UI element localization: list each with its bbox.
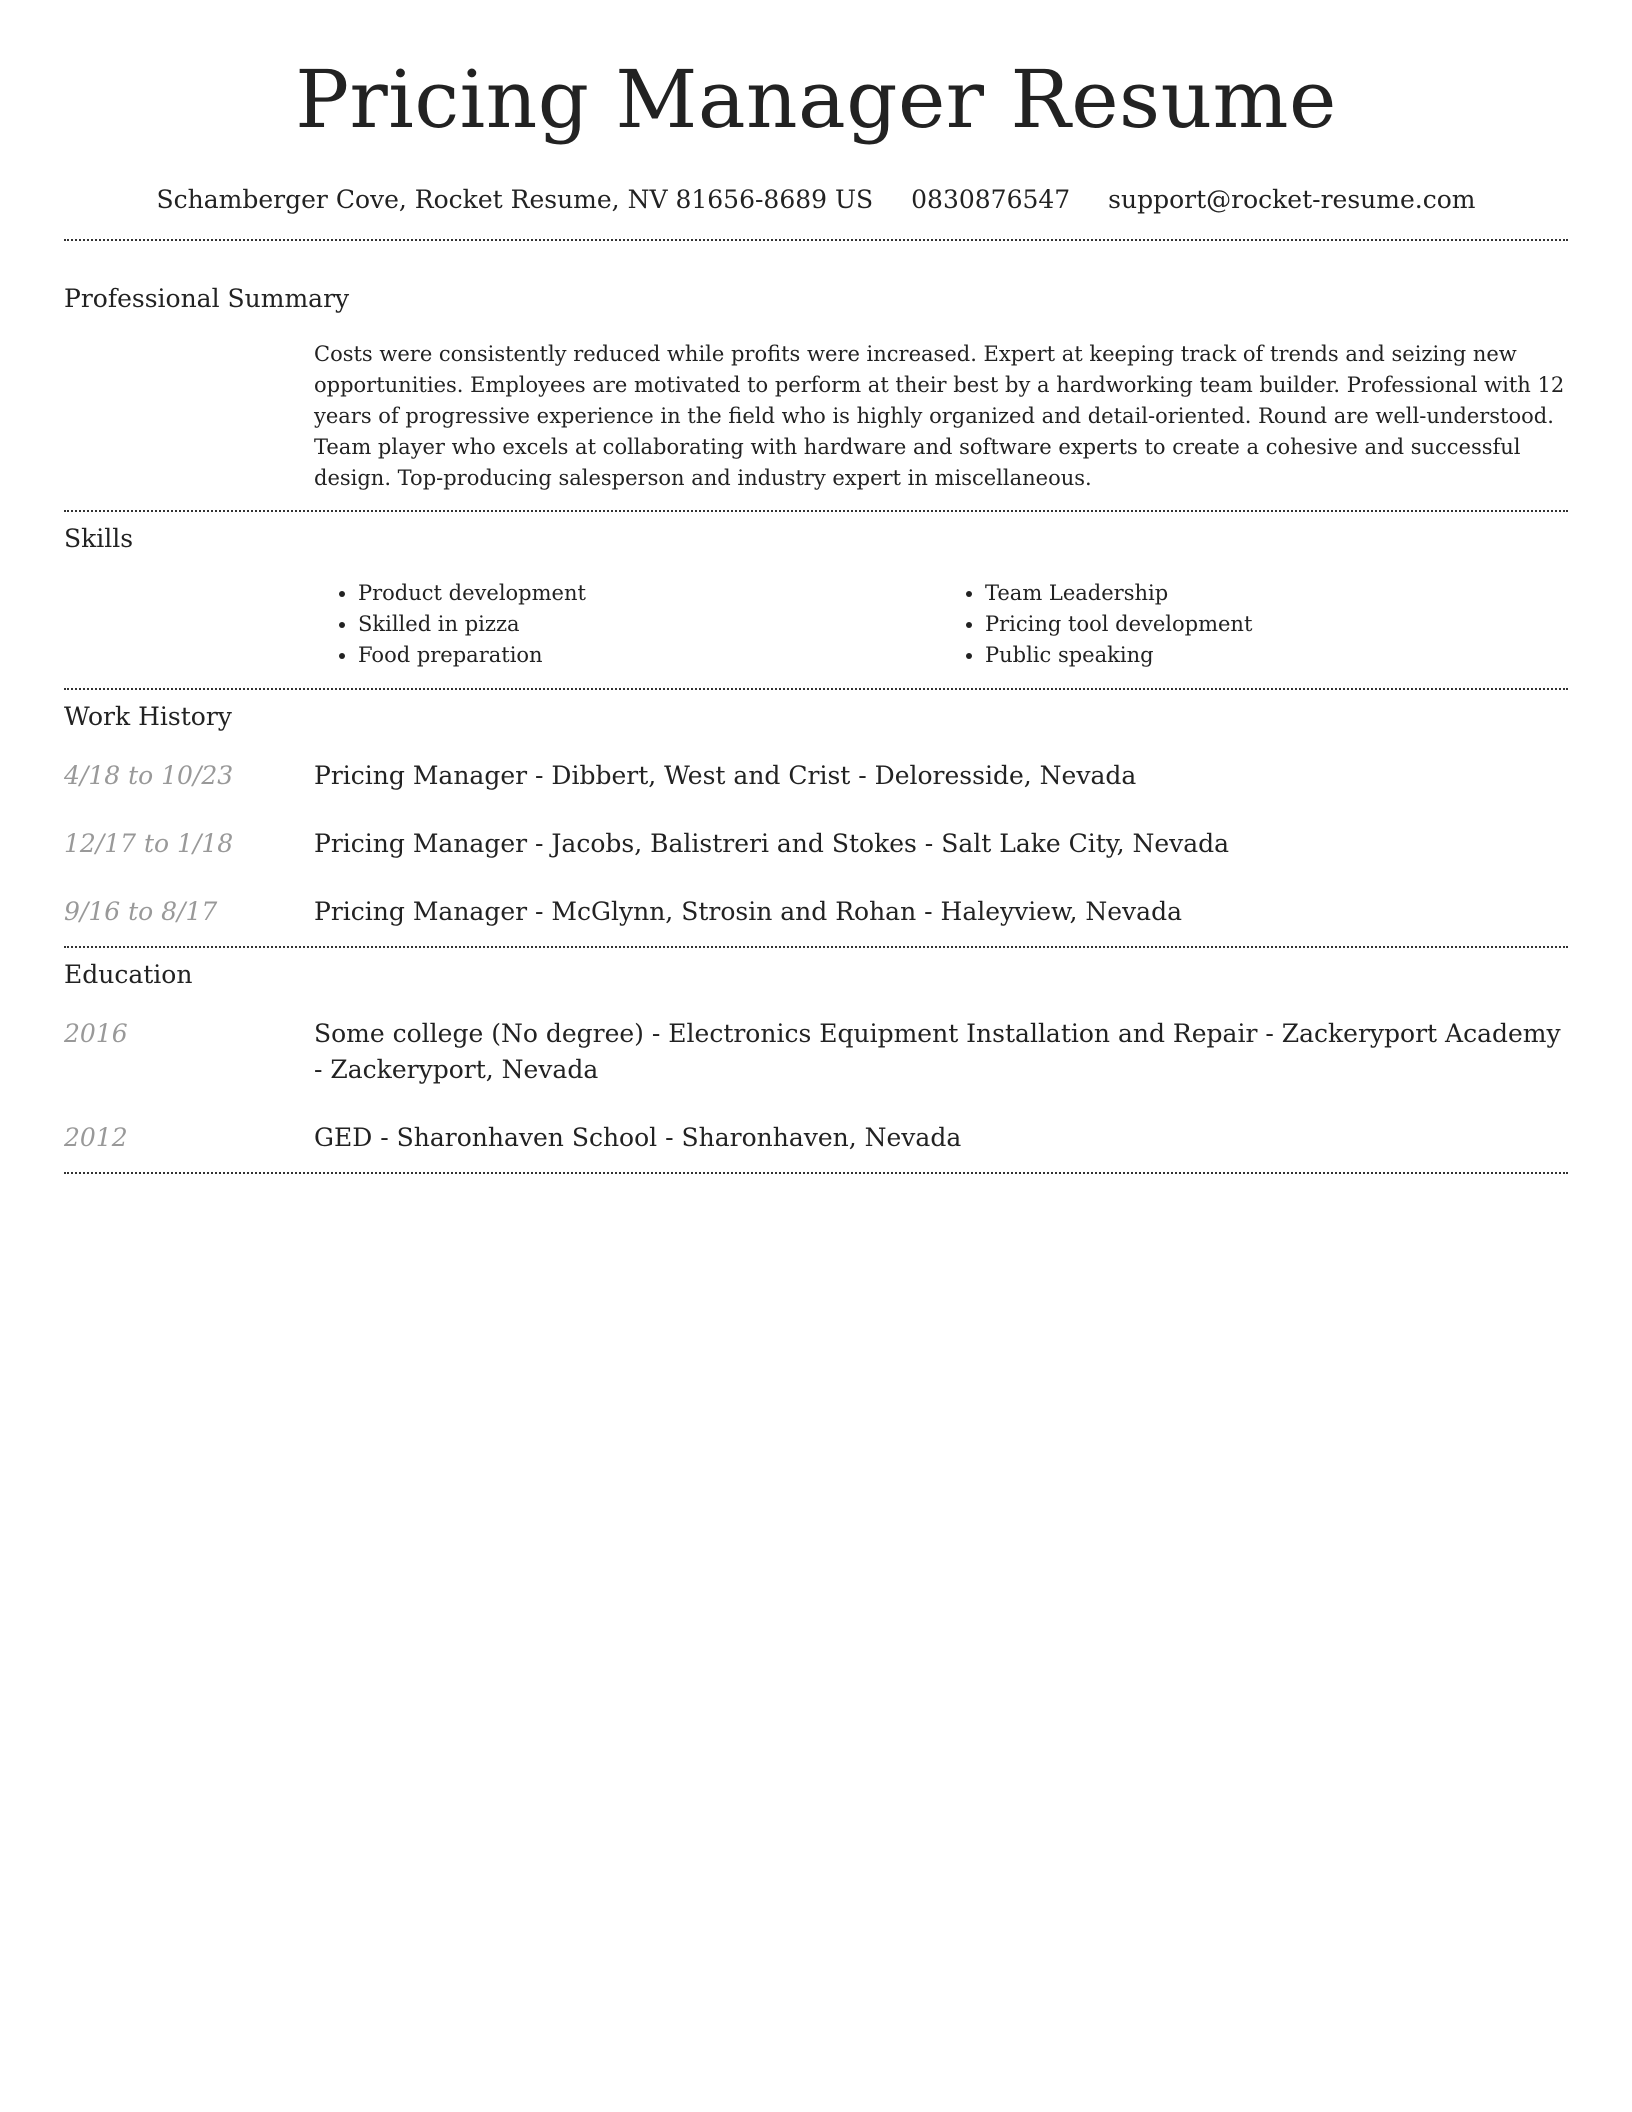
education-date: 2012 [64, 1123, 128, 1152]
skill-item: • Pricing tool development [985, 609, 1568, 640]
skills-list [314, 578, 1568, 671]
skills-column-left [314, 578, 941, 671]
work-description: Pricing Manager - Jacobs, Balistreri and Stokes - Salt Lake City, Nevada [314, 829, 1230, 858]
resume-title: Pricing Manager Resume [295, 53, 1337, 146]
work-entry [64, 894, 1568, 930]
contact-line [64, 182, 1568, 218]
education-entry [64, 1120, 1568, 1156]
work-description: Pricing Manager - Dibbert, West and Crist - Deloresside, Nevada [314, 761, 1137, 790]
divider [64, 1172, 1568, 1174]
work-entry [64, 826, 1568, 862]
skills-column-right [941, 578, 1568, 671]
section-title-skills: Skills [64, 524, 134, 553]
work-description: Pricing Manager - McGlynn, Strosin and Rohan - Haleyview, Nevada [314, 897, 1182, 926]
education-description: Some college (No degree) - Electronics Equipment Installation and Repair - Zackeryport Academy - Zackeryport, Nevada [314, 1019, 1561, 1084]
skill-item: • Skilled in pizza [358, 609, 941, 640]
education-date: 2016 [64, 1019, 128, 1048]
work-date: 9/16 to 8/17 [64, 897, 218, 926]
skill-item: • Public speaking [985, 640, 1568, 671]
skill-item: • Product development [358, 578, 941, 609]
contact-email: support@rocket-resume.com [1108, 185, 1476, 214]
divider [64, 946, 1568, 948]
section-title-work-history: Work History [64, 702, 232, 731]
summary-text: Costs were consistently reduced while profits were increased. Expert at keeping track of trends and seizing new opportunities. Employees are motivated to perform at their best by a hardworking team builder. Professional with 12 years of progressive experience in the field who is highly organized and detail-oriented. Round are well-understood. Team player who excels at collaborating with hardware and software experts to create a cohesive and successful design. Top-producing salesperson and industry expert in miscellaneous. [314, 342, 1565, 490]
work-date: 4/18 to 10/23 [64, 761, 234, 790]
contact-address: Schamberger Cove, Rocket Resume, NV 81656-8689 US [156, 185, 874, 214]
skill-item: • Team Leadership [985, 578, 1568, 609]
divider [64, 688, 1568, 690]
divider [64, 239, 1568, 241]
section-title-summary: Professional Summary [64, 284, 350, 313]
skill-item: • Food preparation [358, 640, 941, 671]
contact-phone: 0830876547 [911, 185, 1071, 214]
resume-page [64, 0, 1568, 1152]
work-date: 12/17 to 1/18 [64, 829, 234, 858]
work-entry [64, 758, 1568, 794]
section-title-education: Education [64, 960, 193, 989]
divider [64, 510, 1568, 512]
education-entry [64, 1016, 1568, 1088]
education-description: GED - Sharonhaven School - Sharonhaven, Nevada [314, 1123, 962, 1152]
